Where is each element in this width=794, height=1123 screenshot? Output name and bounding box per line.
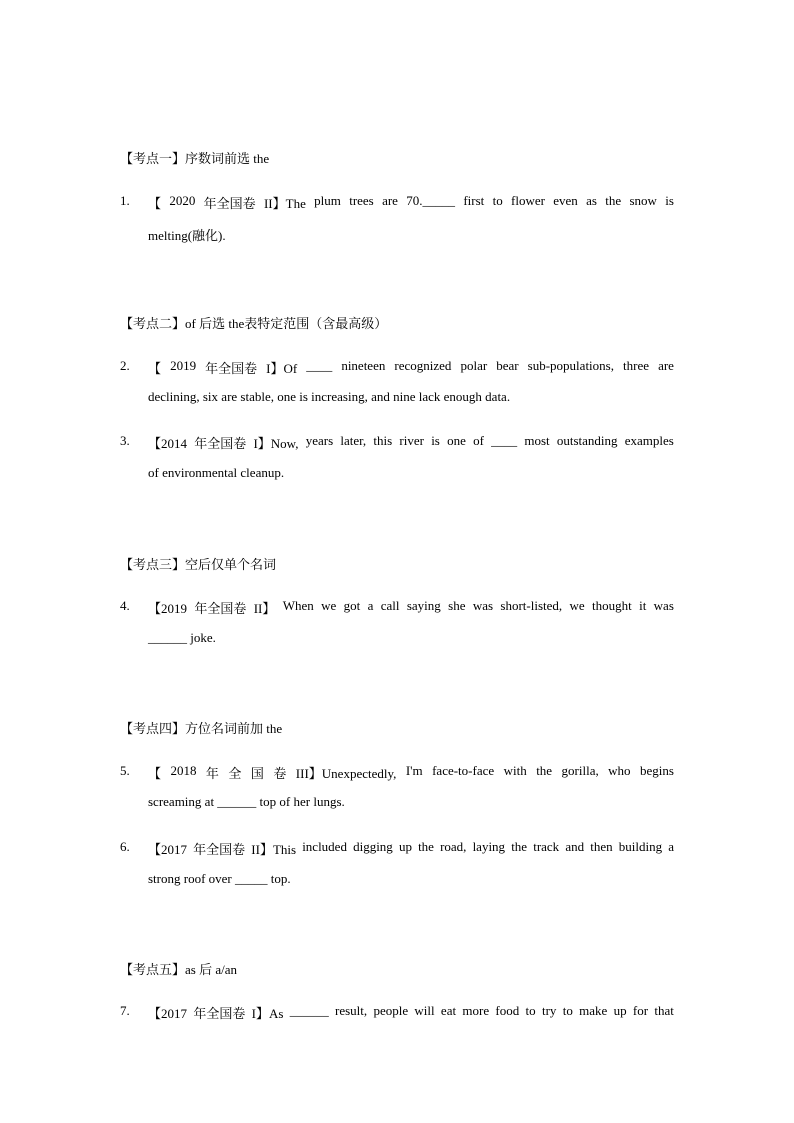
- question-item: [120, 1003, 674, 1033]
- question-number: 3.: [120, 433, 130, 448]
- question-item: [120, 839, 674, 899]
- question-item: [120, 358, 674, 418]
- section-heading: 【考点一】序数词前选 the: [120, 151, 270, 166]
- question-number: 1.: [120, 193, 130, 208]
- section-heading: 【考点五】as 后 a/an: [120, 962, 237, 977]
- question-number: 2.: [120, 358, 130, 373]
- question-line-2: of environmental cleanup.: [148, 465, 285, 480]
- section-heading: 【考点四】方位名词前加 the: [120, 721, 283, 736]
- question-number: 7.: [120, 1003, 130, 1018]
- question-line-1: 【 2020 年全国卷 II】The plum trees are 70._____ first to flower even as the snow is: [148, 193, 674, 211]
- question-line-1: 【2017 年全国卷 I】As ______ result, people will eat more food to try to make up for that: [148, 1003, 674, 1021]
- section-heading: 【考点二】of 后选 the表特定范围（含最高级）: [120, 316, 388, 331]
- section-heading: 【考点三】空后仅单个名词: [120, 557, 277, 572]
- question-number: 6.: [120, 839, 130, 854]
- question-line-2: melting(融化).: [148, 228, 226, 243]
- question-line-1: 【2017 年全国卷 II】This included digging up the road, laying the track and then building a: [148, 839, 674, 857]
- question-item: [120, 433, 674, 493]
- question-line-1: 【2014 年全国卷 I】Now, years later, this river is one of ____ most outstanding examples: [148, 433, 674, 451]
- question-line-2: screaming at ______ top of her lungs.: [148, 794, 345, 809]
- question-item: [120, 763, 674, 823]
- question-line-1: 【2019 年全国卷 II】 When we got a call saying she was short-listed, we thought it was: [148, 598, 674, 616]
- question-item: [120, 598, 674, 658]
- question-line-2: ______ joke.: [148, 630, 216, 645]
- question-number: 5.: [120, 763, 130, 778]
- question-number: 4.: [120, 598, 130, 613]
- question-line-2: declining, six are stable, one is increasing, and nine lack enough data.: [148, 389, 511, 404]
- question-line-1: 【 2019 年全国卷 I】Of ____ nineteen recognized polar bear sub-populations, three are: [148, 358, 674, 376]
- question-line-2: strong roof over _____ top.: [148, 871, 291, 886]
- question-line-1: 【 2018 年 全 国 卷 III】Unexpectedly, I'm face-to-face with the gorilla, who begins: [148, 763, 674, 781]
- question-item: [120, 193, 674, 253]
